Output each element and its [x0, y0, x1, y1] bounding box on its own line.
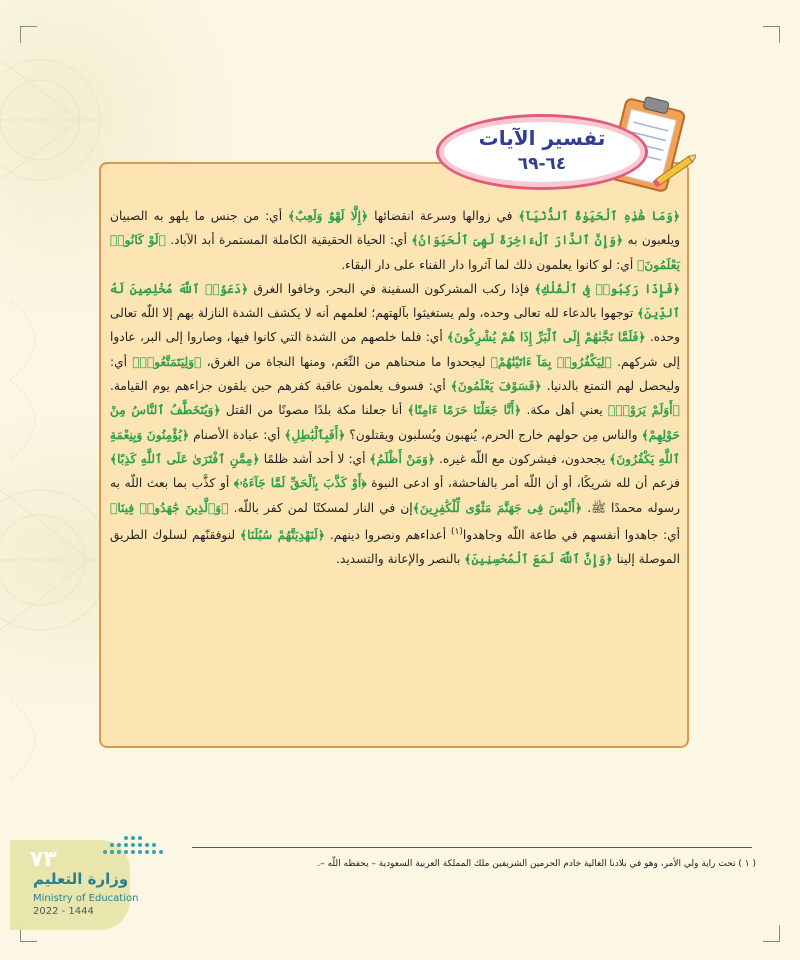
ministry-logo-dots [100, 832, 170, 858]
crop-mark-bottom-right [763, 925, 780, 942]
footnote-divider [192, 847, 752, 848]
paragraph-1 [110, 204, 680, 277]
footnote-reference: (١) [451, 526, 463, 537]
footnote: ( ١ ) تحت راية ولي الأمر، وهو في بلادنا الغالية خادم الحرمين الشريفين ملك المملكة العربية السعودية – يحفظه اللّه –. [317, 859, 756, 869]
commentary-text: أي: لا أحد أشد ظلمًا [259, 451, 370, 466]
quran-verse-quote: ﴿مِمَّنِ ٱفْتَرَىٰ عَلَى ٱللَّهِ كَذِبًا﴾ [110, 451, 260, 466]
commentary-text: فزعم أن لله شريكًا، أو أن اللّه أمر بالفاحشة، أو ادعى النبوة [366, 476, 680, 491]
commentary-text: أي: الحياة الحقيقية الكاملة المستمرة أبد الآباد. [165, 233, 412, 248]
commentary-text: في زوالها وسرعة انقضائها [368, 209, 519, 223]
commentary-text: أي: فسوف يعلمون عاقبة كفرهم حين يلقون جزاءهم يوم القيامة. [110, 379, 451, 394]
ministry-name-english: Ministry of Education [33, 893, 139, 904]
commentary-text: أي: من جنس ما يلهو به الصبيان ويلعبون به [110, 209, 680, 248]
quran-verse-quote: ﴿أَوْ كَذَّبَ بِٱلْحَقِّ لَمَّا جَآءَهُۥ﴾ [233, 476, 367, 491]
quran-verse-quote: ﴿لَنَهْدِيَنَّهُمْ سُبُلَنَا﴾ [239, 527, 325, 542]
commentary-text: أي: عبادة الأصنام [189, 427, 285, 442]
quran-verse-quote: ﴿دَعَوُا۟ ٱللَّهَ مُخْلِصِينَ لَهُ ٱلدِّينَ﴾ [110, 281, 680, 321]
quran-verse-quote: ﴿لَوْ كَانُوا۟ يَعْلَمُونَ﴾ [110, 233, 680, 272]
quran-verse-quote: ﴿وَلِيَتَمَتَّعُوا۟﴾ [132, 354, 202, 369]
quran-verse-quote: ﴿فَسَوْفَ يَعْلَمُونَ﴾ [450, 379, 542, 394]
commentary-text: والناس مِن حولهم خارج الحرم، يُنهبون ويُسلبون ويقتلون؟ [345, 427, 642, 442]
quran-verse-quote: ﴿فَإِذَا رَكِبُوا۟ فِى ٱلْفُلْكِ﴾ [534, 281, 680, 296]
verse-range: ٦٤-٦٩ [517, 154, 567, 174]
quran-verse-quote: ﴿أَوَلَمْ يَرَوْا۟﴾ [608, 403, 680, 418]
commentary-text: أي: فلما خلصهم من الشدة التي كانوا فيها، وصاروا إلى البر، عادوا إلى شركهم. [110, 330, 681, 369]
page-title: تفسير الآيات [478, 126, 606, 150]
page-number: ٧٣ [30, 847, 57, 872]
commentary-text: فإذا ركب المشركون السفينة في البحر، وخافوا الغرق [248, 281, 535, 296]
edition-year: 2022 - 1444 [33, 906, 94, 917]
commentary-text: يعني أهل مكة. [521, 403, 609, 418]
commentary-text: أي: لو كانوا يعلمون ذلك لما آثروا دار الفناء على دار البقاء. [341, 257, 638, 272]
quran-verse-quote: ﴿إِلَّا لَهْوٌ وَلَعِبٌ﴾ [287, 209, 369, 223]
quran-verse-quote: ﴿يُؤْمِنُونَ وَبِنِعْمَةِ ٱللَّهِ يَكْفُرُونَ﴾ [110, 427, 680, 466]
commentary-text: أنا جعلنا مكة بلدًا مصونًا من القتل [220, 403, 408, 418]
crop-mark-top-left [20, 26, 37, 43]
quran-verse-quote: ﴿فَلَمَّا نَجَّىٰهُمْ إِلَى ٱلْبَرِّ إِذَا هُمْ يُشْرِكُونَ﴾ [447, 330, 646, 345]
commentary-text: يجحدون، فيشركون مع اللّه غيره. [435, 451, 610, 466]
quran-verse-quote: ﴿وَإِنَّ ٱلدَّارَ ٱلْءَاخِرَةَ لَهِىَ ٱلْحَيَوَانُ﴾ [411, 233, 624, 248]
commentary-text: أي: وليحصل لهم التمتع بالدنيا. [110, 354, 680, 394]
quran-verse-quote: ﴿أَنَّا جَعَلْنَا حَرَمًا ءَامِنًا﴾ [407, 403, 522, 418]
section-title-badge [436, 114, 648, 190]
quran-verse-quote: ﴿وَمَا هَٰذِهِ ٱلْحَيَوٰةُ ٱلدُّنْيَآ﴾ [518, 209, 680, 223]
crop-mark-top-right [763, 26, 780, 43]
quran-verse-quote: ﴿وَٱلَّذِينَ جَٰهَدُوا۟ فِينَا﴾ [110, 500, 229, 515]
commentary-text: إن في النار لمسكنًا لمن كفر باللّه. [228, 500, 413, 515]
quran-verse-quote: ﴿وَإِنَّ ٱللَّهَ لَمَعَ ٱلْمُحْسِنِينَ﴾ [464, 552, 613, 567]
ministry-name-arabic: وزارة التعليم [33, 870, 129, 888]
quran-verse-quote: ﴿أَفَبِٱلْبَٰطِلِ﴾ [284, 427, 346, 442]
commentary-text: بالنصر والإعانة والتسديد. [336, 552, 465, 567]
quran-verse-quote: ﴿وَمَنْ أَظْلَمُ﴾ [369, 451, 436, 466]
commentary-text: لنوفقنّهم لسلوك الطريق الموصلة إلينا [110, 527, 680, 567]
quran-verse-quote: ﴿أَلَيْسَ فِى جَهَنَّمَ مَثْوًى لِّلْكَٰفِرِينَ﴾ [412, 500, 583, 515]
quran-verse-quote: ﴿لِيَكْفُرُوا۟ بِمَآ ءَاتَيْنَٰهُمْ﴾ [490, 354, 612, 369]
commentary-text: أو كذَّب بما بعث اللّه به رسوله محمدًا ﷺ. [110, 476, 680, 515]
paragraph-2 [110, 277, 680, 572]
quran-verse-quote: ﴿وَيُتَخَطَّفُ ٱلنَّاسُ مِنْ حَوْلِهِمْ﴾ [110, 403, 680, 442]
commentary-text: أعداءهم ونصروا دينهم. [325, 527, 452, 542]
commentary-text: توجهوا بالدعاء لله تعالى وحده، ولم يستغيثوا بآلهتهم؛ لعلمهم أنه لا يكشف الشدة النازلة بهم إلا اللّه تعالى وحده. [110, 306, 680, 345]
tafsir-body [110, 204, 680, 572]
commentary-text: ليجحدوا ما منحناهم من النِّعَم، ومنها النجاة من الغرق، [201, 354, 491, 369]
commentary-text: أي: جاهدوا أنفسهم في طاعة اللّه وجاهدوا [462, 527, 681, 542]
